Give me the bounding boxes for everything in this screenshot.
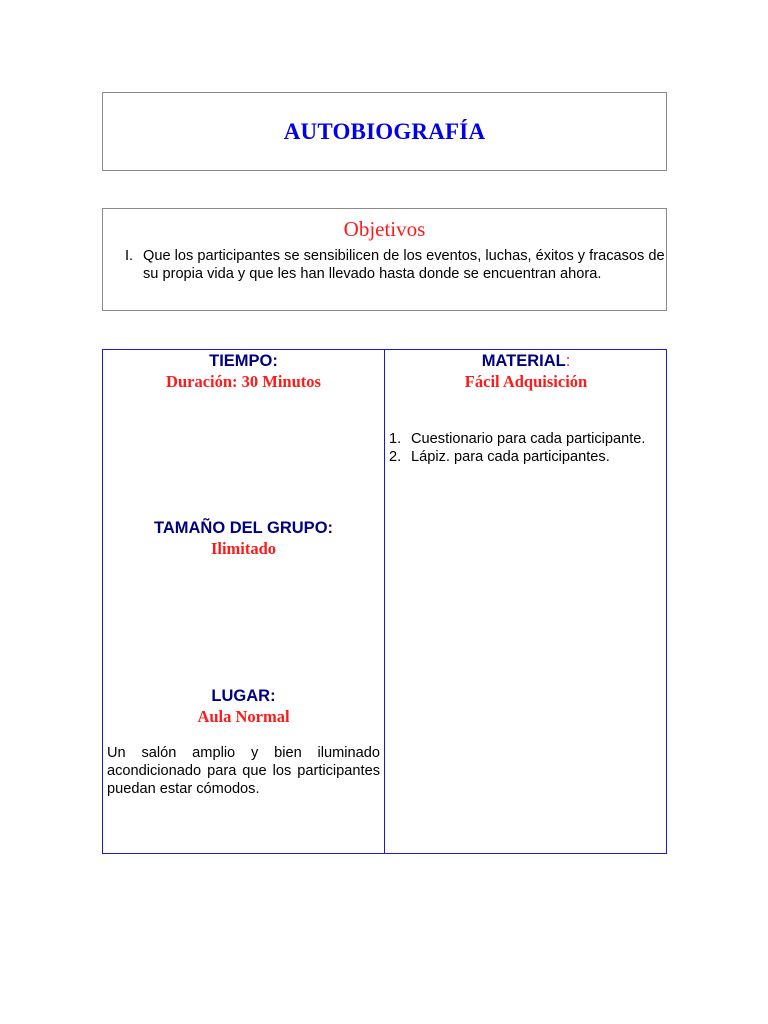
material-item-text: Lápiz. para cada participantes.: [411, 449, 610, 465]
material-colon: :: [565, 352, 571, 370]
place-value: Aula Normal: [197, 707, 290, 726]
group-size-value: Ilimitado: [210, 539, 277, 558]
objectives-heading: Objetivos: [343, 217, 426, 241]
material-label: MATERIAL: [481, 352, 566, 370]
left-column: [103, 350, 384, 853]
group-size-label: TAMAÑO DEL GRUPO:: [153, 519, 334, 537]
material-item: [389, 430, 665, 448]
objectives-list: [125, 247, 665, 283]
material-value: Fácil Adquisición: [464, 372, 588, 391]
material-item-number: 2.: [389, 449, 402, 465]
material-list: [389, 430, 665, 466]
page-title: AUTOBIOGRAFÍA: [283, 118, 486, 144]
material-item-text: Cuestionario para cada participante.: [411, 431, 646, 447]
title-box: [102, 92, 667, 171]
details-table: [102, 349, 667, 854]
group-size-section: [103, 518, 384, 560]
place-description: Un salón amplio y bien iluminado acondicionado para que los participantes puedan estar cómodos.: [107, 745, 380, 797]
material-item-number: 1.: [389, 431, 402, 447]
material-label-row: [385, 351, 667, 371]
material-section: [385, 351, 667, 393]
objective-item: [125, 247, 665, 283]
tiempo-section: [103, 351, 384, 393]
place-section: [103, 686, 384, 728]
place-label: LUGAR:: [211, 687, 276, 705]
tiempo-label: TIEMPO:: [209, 352, 278, 370]
tiempo-value: Duración: 30 Minutos: [166, 372, 321, 391]
right-column: [385, 350, 667, 853]
material-item: [389, 448, 665, 466]
objective-text: Que los participantes se sensibilicen de los eventos, luchas, éxitos y fracasos de su propia vida y que les han llevado hasta donde se encuentran ahora.: [143, 248, 665, 282]
objective-number: I.: [125, 248, 134, 264]
objectives-box: [102, 208, 667, 311]
